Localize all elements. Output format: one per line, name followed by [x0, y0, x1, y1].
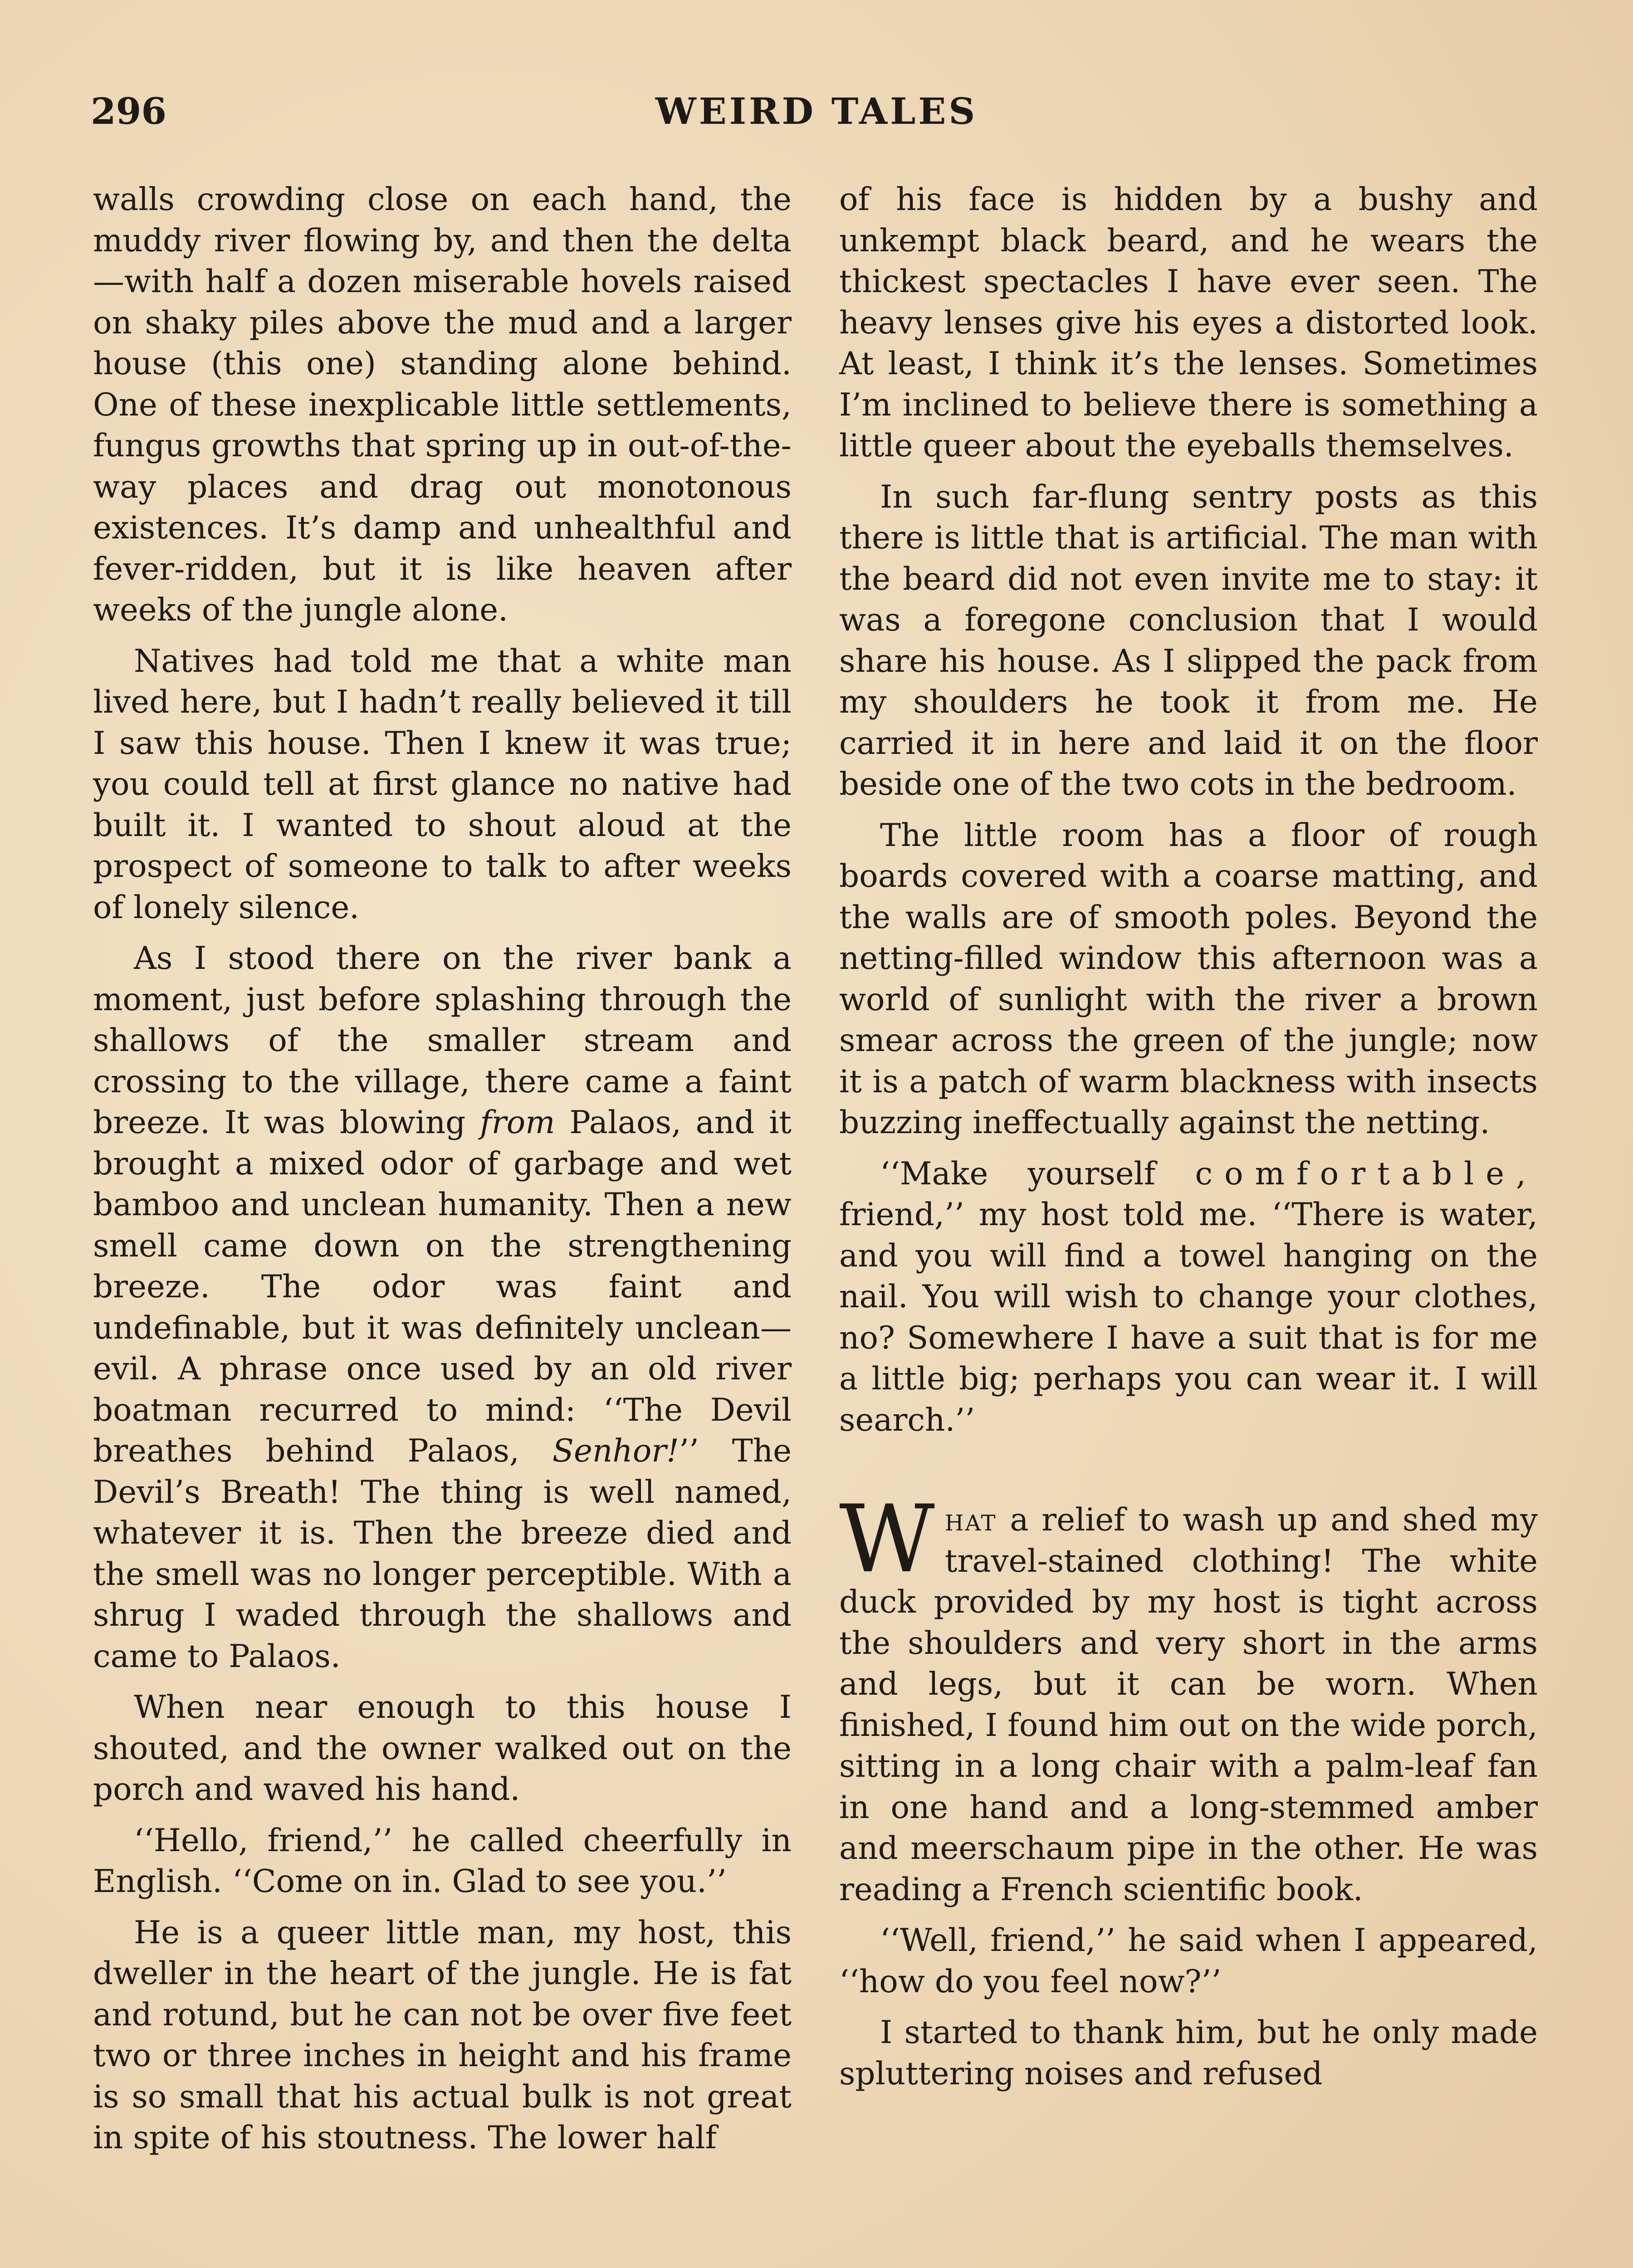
- text-run: a relief to wash up and shed my travel-stained clothing! The white duck provided by my host is tight across the shoulders and very short in the arms and legs, but it can be worn. When finished, I found him out on the wide porch, sitting in a long chair with a palm-leaf fan in one hand and a long-stemmed amber and meerschaum pipe in the other. He was reading a French scientific book.: [839, 1502, 1538, 1908]
- text-run: friend,’’ my host told me. ‘‘There is water, and you will find a towel hanging on the nail. You will wish to change your clothes, no? Somewhere I have a suit that is for me a little big; perhaps you can wear it. I will search.’’: [839, 1197, 1538, 1438]
- paragraph: I started to thank him, but he only made spluttering noises and refused: [839, 2014, 1538, 2092]
- paragraph: In such far-flung sentry posts as this there is little that is artificial. The man with the beard did not even invite me to stay: it was a foregone conclusion that I would share his house. As I slipped the pack from my shoulders he took it from me. He carried it in here and laid it on the floor beside one of the two cots in the bedroom.: [839, 479, 1538, 802]
- spaced-text: comfortable,: [1195, 1155, 1538, 1192]
- emphasis-text: Senhor!: [552, 1433, 679, 1469]
- emphasis-text: from: [480, 1105, 555, 1141]
- paragraph: ‘‘Well, friend,’’ he said when I appeared, ‘‘how do you feel now?’’: [839, 1922, 1538, 2000]
- paragraph: The little room has a floor of rough boards covered with a coarse matting, and the walls are of smooth poles. Beyond the netting-filled window this afternoon was a world of sunlight with the river a brown smear across the green of the jungle; now it is a patch of warm blackness with insects buzzing ineffectually against the netting.: [839, 817, 1538, 1141]
- text-run: Palaos, and it brought a mixed odor of garbage and wet bamboo and unclean humanity. Then a new smell came down on the strengthening breeze. The odor was faint and undefinable, but it was definitely unclean—evil. A phrase once used by an old river boatman recurred to mind: ‘‘The Devil breathes behind Palaos,: [93, 1105, 792, 1469]
- page-header: [91, 86, 1542, 136]
- page-number: 296: [91, 90, 166, 132]
- text-run: ’’ The Devil’s Breath! The thing is well named, whatever it is. Then the breeze died and the smell was no longer perceptible. With a shrug I waded through the shallows and came to Palaos.: [93, 1433, 792, 1675]
- section-opening-paragraph: [839, 1486, 1538, 1910]
- text-run: ‘‘Make yourself: [880, 1155, 1195, 1192]
- small-caps-text: hat: [944, 1502, 997, 1538]
- drop-cap: W: [839, 1486, 935, 1593]
- right-column: [839, 179, 1538, 2104]
- paragraph: ‘‘Hello, friend,’’ he called cheerfully in English. ‘‘Come on in. Glad to see you.’’: [93, 1822, 792, 1900]
- paragraph: When near enough to this house I shouted, and the owner walked out on the porch and waved his hand.: [93, 1689, 792, 1808]
- paragraph: [93, 938, 792, 1677]
- paragraph: Natives had told me that a white man lived here, but I hadn’t really believed it till I saw this house. Then I knew it was true; you could tell at first glance no native had built it. I wanted to shout aloud at the prospect of someone to talk to after weeks of lonely silence.: [93, 643, 792, 926]
- paragraph: [839, 1154, 1538, 1441]
- paragraph: walls crowding close on each hand, the muddy river flowing by, and then the delta—with half a dozen miserable hovels raised on shaky piles above the mud and a larger house (this one) standing alone behind. One of these inexplicable little settlements, fungus growths that spring up in out-of-the-way places and drag out monotonous existences. It’s damp and unhealthful and fever-ridden, but it is like heaven after weeks of the jungle alone.: [93, 181, 792, 628]
- paragraph: of his face is hidden by a bushy and unkempt black beard, and he wears the thickest spectacles I have ever seen. The heavy lenses give his eyes a distorted look. At least, I think it’s the lenses. Sometimes I’m inclined to believe there is something a little queer about the eyeballs themselves.: [839, 181, 1538, 464]
- paragraph: He is a queer little man, my host, this dweller in the heart of the jungle. He is fat and rotund, but he can not be over five feet two or three inches in height and his frame is so small that his actual bulk is not great in spite of his stoutness. The lower half: [93, 1914, 792, 2156]
- text-run: As I stood there on the river bank a moment, just before splashing through the shallows of the smaller stream and crossing to the village, there came a faint breeze. It was blowing: [93, 940, 792, 1141]
- running-title: WEIRD TALES: [655, 90, 978, 132]
- left-column: [93, 179, 792, 2169]
